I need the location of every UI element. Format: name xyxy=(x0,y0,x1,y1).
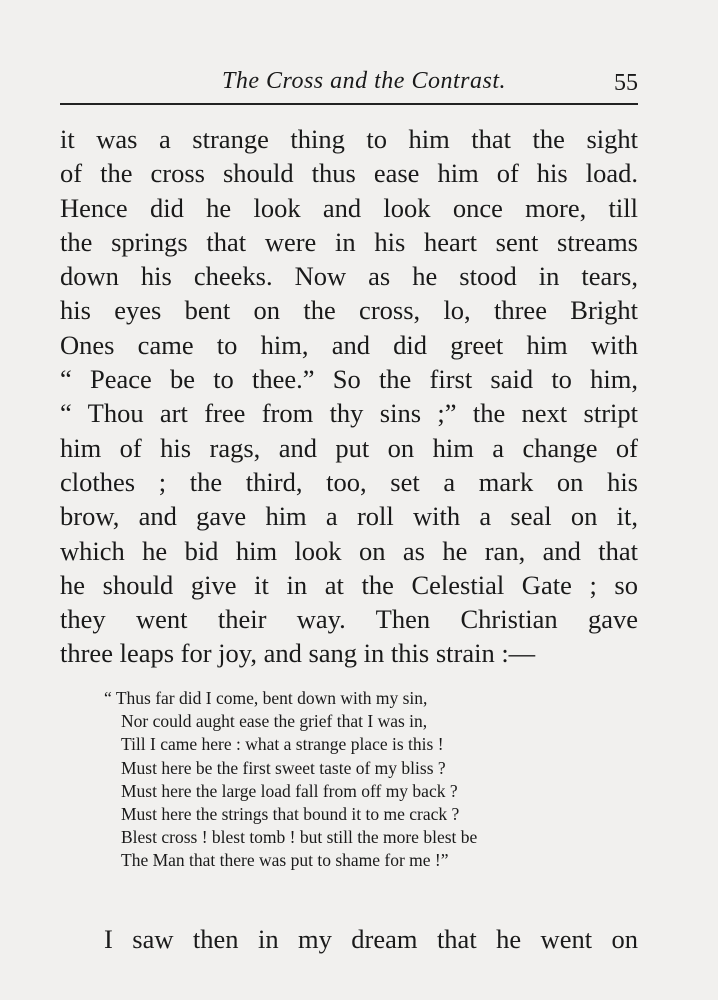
body-line: they went their way. Then Christian gave xyxy=(60,604,638,635)
body-line: he should give it in at the Celestial Gate ; so xyxy=(60,569,638,600)
body-paragraph xyxy=(60,122,638,671)
body-line: him of his rags, and put on him a change of xyxy=(60,432,638,463)
body-line: which he bid him look on as he ran, and that xyxy=(60,535,638,566)
body-line: “ Peace be to thee.” So the first said to him, xyxy=(60,364,638,395)
verse-line: Must here the strings that bound it to me crack ? xyxy=(121,803,460,824)
page-number: 55 xyxy=(614,70,638,96)
verse-line: Blest cross ! blest tomb ! but still the more blest be xyxy=(121,827,478,848)
verse-line: Till I came here : what a strange place is this ! xyxy=(121,734,444,755)
verse-line: The Man that there was put to shame for me !” xyxy=(121,850,449,871)
body-line: Hence did he look and look once more, till xyxy=(60,192,638,223)
body-line: Ones came to him, and did greet him with xyxy=(60,329,638,360)
closing-line: I saw then in my dream that he went on xyxy=(104,924,638,954)
body-line: “ Thou art free from thy sins ;” the next stript xyxy=(60,398,638,429)
body-line: it was a strange thing to him that the sight xyxy=(60,124,638,154)
body-line: the springs that were in his heart sent streams xyxy=(60,226,638,257)
running-head xyxy=(60,64,638,98)
body-line: his eyes bent on the cross, lo, three Bright xyxy=(60,295,638,326)
closing-paragraph xyxy=(104,922,638,956)
body-line: of the cross should thus ease him of his load. xyxy=(60,158,638,189)
running-title: The Cross and the Contrast. xyxy=(222,68,506,94)
header-rule xyxy=(60,103,638,105)
body-line: three leaps for joy, and sang in this strain :— xyxy=(60,638,536,669)
verse-block xyxy=(104,687,604,873)
verse-line: Nor could aught ease the grief that I was in, xyxy=(121,711,428,732)
body-line: brow, and gave him a roll with a seal on it, xyxy=(60,501,638,532)
verse-line: Must here the large load fall from off my back ? xyxy=(121,780,458,801)
verse-line: “ Thus far did I come, bent down with my sin, xyxy=(104,688,428,708)
body-line: down his cheeks. Now as he stood in tears, xyxy=(60,261,638,292)
verse-line: Must here be the first sweet taste of my bliss ? xyxy=(121,757,446,778)
body-line: clothes ; the third, too, set a mark on his xyxy=(60,466,638,497)
